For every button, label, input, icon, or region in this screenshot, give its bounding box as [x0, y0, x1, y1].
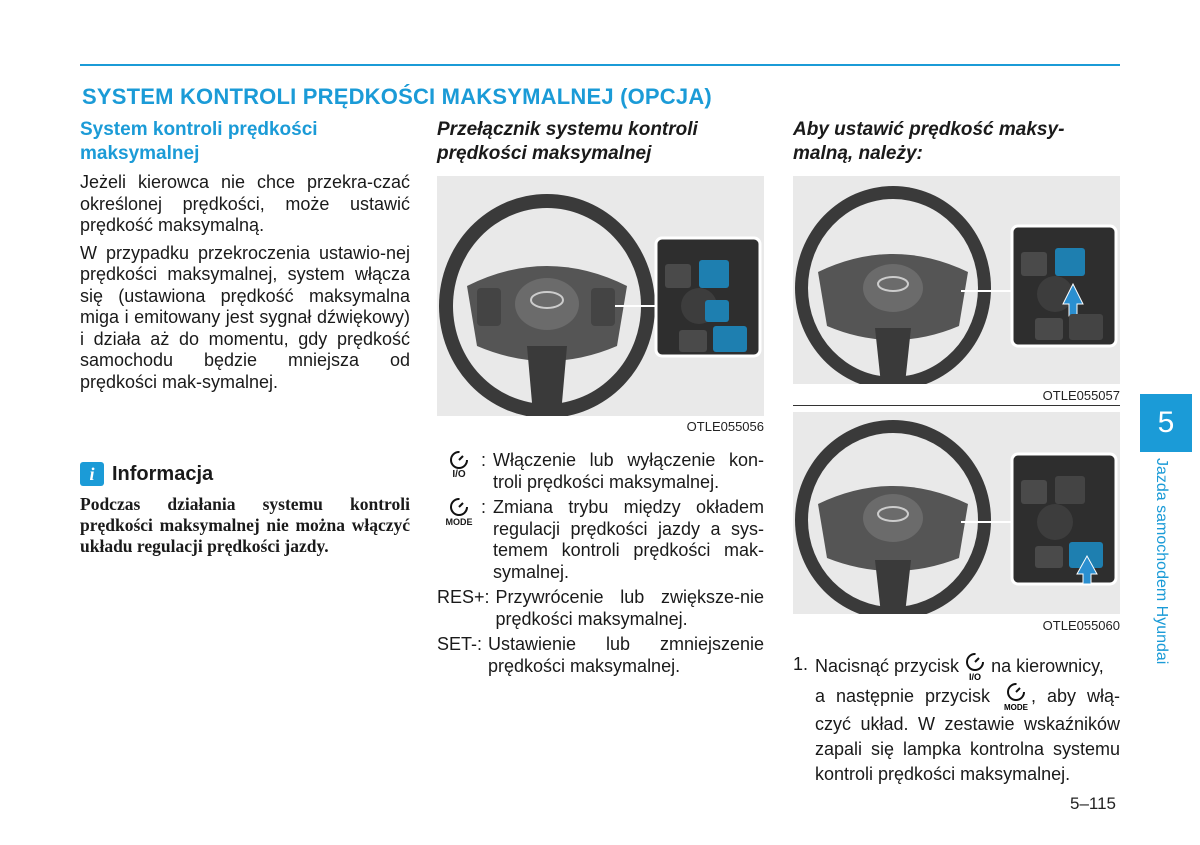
column-3 [793, 118, 1123, 166]
speed-limit-mode-icon [1001, 682, 1031, 712]
step-text-b: na kierownicy, [991, 655, 1104, 676]
steering-wheel-image [793, 412, 1120, 614]
legend-text-io: Włączenie lub wyłączenie kon-troli prędkości maksymalnej. [493, 450, 764, 492]
legend-item-io [437, 450, 764, 493]
steering-wheel-image [793, 176, 1120, 384]
figure-divider [793, 405, 1120, 406]
set-label: SET-: [437, 634, 483, 654]
legend-item-res [437, 587, 764, 630]
switch-heading-line2: prędkości maksymalnej [437, 143, 652, 164]
steering-wheel-figure-2 [793, 176, 1120, 384]
legend-item-mode [437, 497, 764, 583]
page-title: SYSTEM KONTROLI PRĘDKOŚCI MAKSYMALNEJ (OPCJA) [82, 84, 712, 109]
legend-sub-io: I/O [452, 469, 466, 480]
info-text: Podczas działania systemu kontroli prędkości maksymalnej nie można włączyć układu regulacji prędkości jazdy. [80, 494, 410, 556]
speed-limit-io-icon [448, 450, 470, 470]
column-1 [80, 118, 410, 399]
info-icon: i [80, 462, 104, 486]
switch-heading-line1: Przełącznik systemu kontroli [437, 119, 698, 140]
steering-wheel-figure-1 [437, 176, 764, 416]
top-rule [80, 64, 1120, 66]
step-text-a: Nacisnąć przycisk [815, 655, 960, 676]
step-text-d: , aby włą- [1031, 685, 1120, 706]
step-number: 1. [793, 654, 809, 674]
figure-code-1: OTLE055056 [686, 419, 764, 434]
switch-legend [437, 450, 764, 681]
legend-item-set [437, 634, 764, 677]
legend-sub-mode: MODE [445, 517, 473, 527]
res-text: Przywrócenie lub zwiększe-nie prędkości maksymalnej. [495, 587, 764, 629]
paragraph-2: W przypadku przekroczenia ustawio-nej prędkości maksymalnej, system włącza się (ustawiona prędkość maksymalna miga i emitowany jest sygnał dźwiękowy) i działa aż do momentu, gdy prędkość samochodu będzie mniejsza od prędkości mak-symalnej. [80, 242, 410, 392]
section-heading-line2: maksymalnej [80, 143, 200, 164]
steering-wheel-figure-3 [793, 412, 1120, 614]
step-text-rest: czyć układ. W zestawie wskaźników zapali się lampka kontrolna systemu kontroli prędkości maksymalnej. [815, 714, 1120, 784]
speed-limit-mode-icon [448, 497, 470, 517]
figure-code-3: OTLE055060 [1042, 618, 1120, 633]
set-text: Ustawienie lub zmniejszenie prędkości maksymalnej. [488, 634, 764, 676]
res-label: RES+: [437, 587, 490, 607]
paragraph-1: Jeżeli kierowca nie chce przekra-czać określonej prędkości, może ustawić prędkość maksymalną. [80, 172, 410, 235]
setup-heading-line1: Aby ustawić prędkość maksy- [793, 119, 1065, 140]
chapter-number-tab: 5 [1140, 394, 1192, 452]
switch-heading [437, 118, 767, 166]
steering-wheel-image [437, 176, 764, 416]
info-heading [80, 462, 410, 486]
info-box [80, 462, 410, 557]
setup-heading [793, 118, 1123, 166]
step-1 [793, 652, 1120, 787]
section-heading [80, 118, 410, 166]
setup-heading-line2: malną, należy: [793, 143, 923, 164]
step-1-text [815, 652, 1120, 787]
speed-limit-io-icon [964, 652, 986, 682]
section-body [80, 172, 410, 393]
info-label: Informacja [112, 462, 214, 485]
legend-separator: : [481, 450, 487, 470]
legend-separator: : [481, 497, 487, 517]
legend-symbol-io [437, 450, 481, 493]
page-number: 5–115 [1070, 794, 1117, 813]
figure-code-2: OTLE055057 [1042, 388, 1120, 403]
svg-text:I/O: I/O [969, 672, 982, 682]
legend-text-mode: Zmiana trybu między okładem regulacji prędkości jazdy a sys-temem kontroli prędkości mak-symalnej. [493, 497, 764, 582]
legend-symbol-mode [437, 497, 481, 583]
section-heading-line1: System kontroli prędkości [80, 119, 318, 140]
chapter-title: Jazda samochodem Hyundai [1153, 458, 1170, 665]
column-2 [437, 118, 767, 166]
step-1-row [793, 652, 1120, 787]
step-text-c: a następnie przycisk [815, 685, 991, 706]
svg-text:MODE: MODE [1004, 703, 1029, 712]
